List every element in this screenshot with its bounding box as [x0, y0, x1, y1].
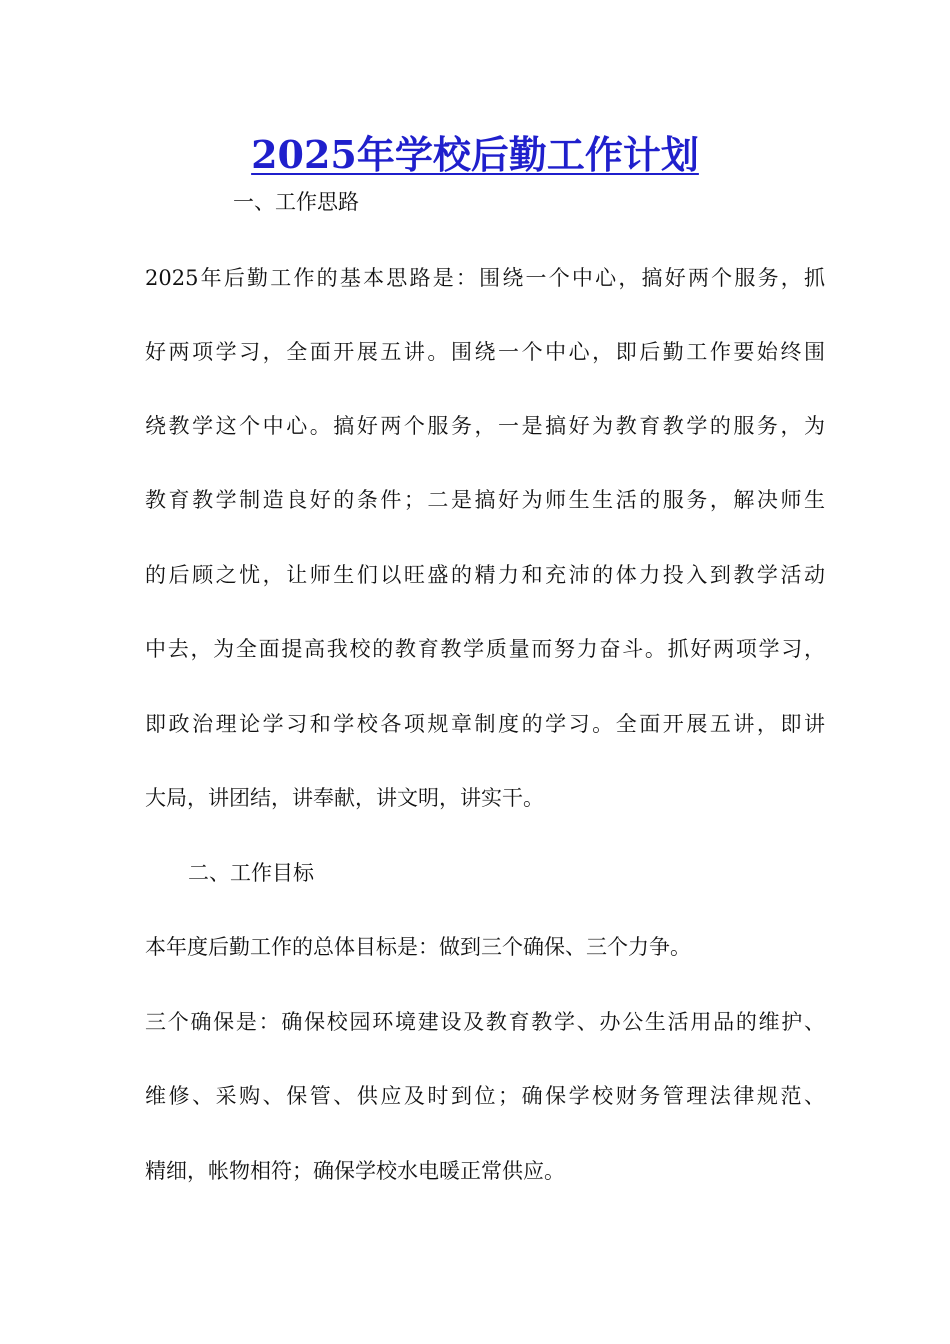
paragraph-line: 中去，为全面提高我校的教育教学质量而努力奋斗。抓好两项学习，: [145, 637, 825, 661]
paragraph-line: 即政治理论学习和学校各项规章制度的学习。全面开展五讲，即讲: [145, 712, 825, 736]
paragraph-line: 三个确保是：确保校园环境建设及教育教学、办公生活用品的维护、: [145, 1010, 825, 1034]
paragraph-line: 2025年后勤工作的基本思路是：围绕一个中心，搞好两个服务，抓: [145, 266, 825, 290]
paragraph-line: 教育教学制造良好的条件；二是搞好为师生生活的服务，解决师生: [145, 488, 825, 512]
document-title[interactable]: 2025年学校后勤工作计划: [251, 132, 699, 177]
paragraph-line: 维修、采购、保管、供应及时到位；确保学校财务管理法律规范、: [145, 1084, 825, 1108]
section-heading-work-goals: 二、工作目标: [188, 861, 314, 885]
paragraph-line: 精细，帐物相符；确保学校水电暖正常供应。: [145, 1159, 565, 1183]
section-heading-work-ideas: 一、工作思路: [233, 190, 359, 214]
paragraph-line: 本年度后勤工作的总体目标是：做到三个确保、三个力争。: [145, 935, 691, 959]
paragraph-line: 大局，讲团结，讲奉献，讲文明，讲实干。: [145, 786, 544, 810]
paragraph-line: 好两项学习，全面开展五讲。围绕一个中心，即后勤工作要始终围: [145, 340, 825, 364]
paragraph-line: 的后顾之忧，让师生们以旺盛的精力和充沛的体力投入到教学活动: [145, 563, 825, 587]
paragraph-line: 绕教学这个中心。搞好两个服务，一是搞好为教育教学的服务，为: [145, 414, 825, 438]
